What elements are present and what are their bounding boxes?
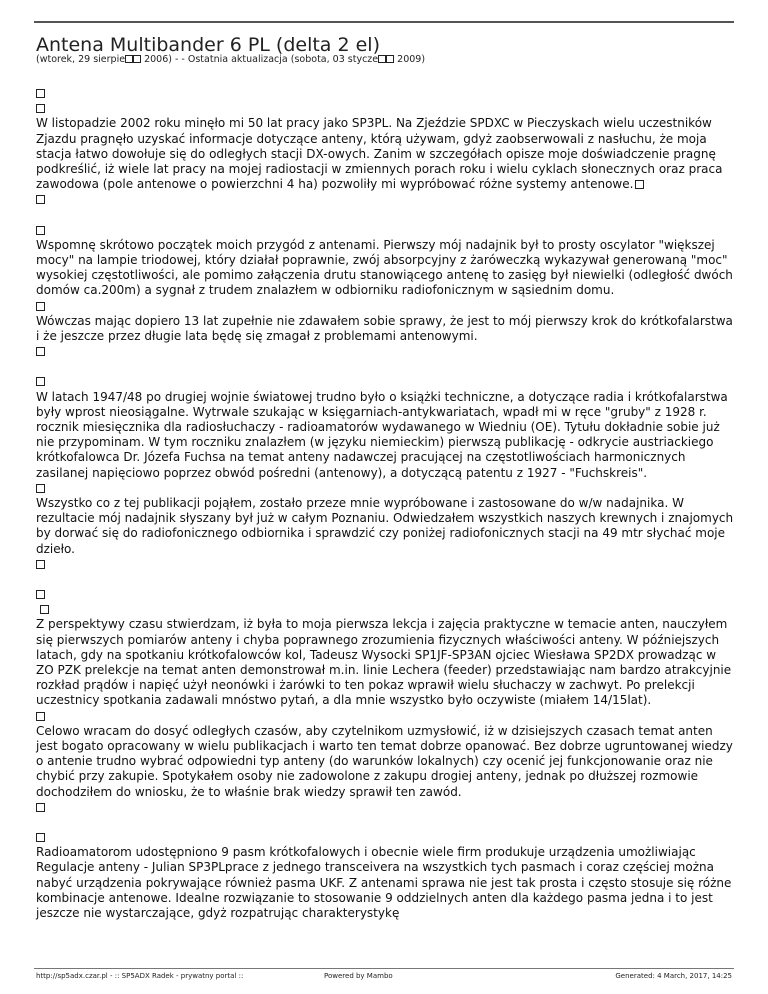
missing-glyph-icon bbox=[36, 481, 736, 496]
paragraph bbox=[36, 116, 736, 192]
missing-glyph-icon bbox=[36, 192, 736, 207]
paragraph: Wspomnę skrótowo początek moich przygód z antenami. Pierwszy mój nadajnik był to prosty oscylator "większej mocy" na lampie triodowej, który działał poprawnie, zwój absorpcyjny z żaróweczką wykazywał generowaną "moc" wysokiej częstotliwości, ale pomimo załączenia drutu stanowiącego antenę to zasięg był niewielki (odległość dwóch domów ca.200m) a sygnał z trudem znalazłem w odbiorniku radiofonicznym w sąsiednim domu. bbox=[36, 237, 733, 298]
missing-glyph-icon bbox=[36, 223, 736, 238]
paragraph: Wszystko co z tej publikacji pojąłem, zostało przeze mnie wypróbowane i zastosowane do w/w nadajnika. W rezultacie mój nadajnik słyszany był już w całym Poznaniu. Odwiedzałem wszystkich naszych krewnych i znajomych by dorwać się do radiofonicznego odbiornika i sprawdzić czy poniżej radiofonicznych stacji na 49 mtr słychać moje dzieło. bbox=[36, 495, 734, 556]
missing-glyph-icon bbox=[36, 602, 736, 617]
missing-glyph-icon bbox=[36, 101, 736, 116]
page-footer bbox=[34, 968, 734, 981]
footer-site-link[interactable]: http://sp5adx.czar.pl - :: SP5ADX Radek - prywatny portal :: bbox=[36, 972, 244, 980]
paragraph: Z perspektywy czasu stwierdzam, iż była to moja pierwsza lekcja i zajęcia praktyczne w temacie anten, nauczyłem się pierwszych pomiarów anteny i chyba poprawnego zrozumienia fizycznych właściwości anteny. W późniejszych latach, gdy na spotkaniu krótkofalowców kol, Tadeusz Wysocki SP1JF-SP3AN ojciec Wiesława SP2DX prowadząc w ZO PZK prelekcje na temat anten demonstrował m.in. linie Lechera (feeder) przedstawiając nam bardzo atrakcyjnie rozkład prądów i napięć użył neonówki i żarówki to ten pokaz wprawił wielu słuchaczy w zachwyt. Po prelekcji uczestnicy spotkania zadawali mnóstwo pytań, a dla mnie wszystko było oczywiste (miałem 14/15lat). bbox=[36, 617, 732, 708]
missing-glyph-icon bbox=[386, 55, 394, 63]
paragraph: Radioamatorom udostępniono 9 pasm krótkofalowych i obecnie wiele firm produkuje urządzenia umożliwiając Regulacje anteny - Julian SP3PLprace z jednego transceivera na wszystkich tych pasmach i coraz częściej można nabyć urządzenia pokrywające również pasma UKF. Z antenami sprawa nie jest tak prosta i często stosuje się różne kombinacje antenowe. Idealne rozwiązanie to stosowanie 9 oddzielnych anten dla każdego pasma jedna i to jest jeszcze nie wystarczające, gdyż rozpatrując charakterystykę bbox=[36, 845, 732, 920]
article-meta bbox=[36, 54, 425, 66]
missing-glyph-icon bbox=[36, 86, 736, 101]
article-body bbox=[36, 86, 736, 921]
article-title: Antena Multibander 6 PL (delta 2 el) bbox=[36, 34, 380, 56]
missing-glyph-icon bbox=[36, 344, 736, 359]
missing-glyph-icon bbox=[125, 55, 133, 63]
missing-glyph-icon bbox=[36, 587, 736, 602]
paragraph: Celowo wracam do dosyć odległych czasów, aby czytelnikom uzmysłowić, iż w dzisiejszych czasach temat anten jest bogato opracowany w wielu publikacjach i warto ten temat dobrze opanować. Bez dobrze ugruntowanej wiedzy o antenie trudno wybrać odpowiedni typ anteny (do warunków lokalnych) czy ocenić jej funkcjonowanie oraz nie chybić przy zakupie. Spotykałem osoby nie zadowolone z zakupu drogiej anteny, jednak po dłuższej rozmowie dochodziłem do wniosku, że to właśnie brak wiedzy sprawił ten zawód. bbox=[36, 723, 733, 799]
paragraph: Wówczas mając dopiero 13 lat zupełnie nie zdawałem sobie sprawy, że jest to mój pierwszy krok do krótkofalarstwa i że jeszcze przez długie lata będę się zmagał z problemami antenowymi. bbox=[36, 313, 733, 343]
missing-glyph-icon bbox=[36, 830, 736, 845]
missing-glyph-icon bbox=[36, 299, 736, 314]
header-rule bbox=[34, 21, 734, 23]
meta-end: 2009) bbox=[394, 54, 426, 65]
missing-glyph-icon bbox=[378, 55, 386, 63]
meta-created: (wtorek, 29 sierpie bbox=[36, 54, 126, 65]
meta-modified: 2006) - - Ostatnia aktualizacja (sobota, 03 stycze bbox=[141, 54, 379, 65]
missing-glyph-icon bbox=[635, 180, 644, 189]
missing-glyph-icon bbox=[36, 557, 736, 572]
footer-generated: Generated: 4 March, 2017, 14:25 bbox=[615, 972, 732, 980]
paragraph: W latach 1947/48 po drugiej wojnie światowej trudno było o książki techniczne, a dotyczące radia i krótkofalarstwa były wprost nieosiągalne. Wytrwale szukając w księgarniach-antykwariatach, wpadł mi w ręce "gruby" z 1928 r. rocznik miesięcznika dla radiosłuchaczy - radioamatorów wydawanego w Wiedniu (OE). Tytułu dokładnie sobie już nie przypominam. W tym roczniku znalazłem (w języku niemieckim) pierwszą publikację - odkrycie austriackiego krótkofalowca Dr. Józefa Fuchsa na temat anteny nadawczej pracującej na częstotliwościach harmonicznych zasilanej napięciowo poprzez obwód pośredni (antenowy), a dotyczącą patentu z 1927 - "Fuchskreis". bbox=[36, 389, 728, 480]
missing-glyph-icon bbox=[36, 709, 736, 724]
footer-powered-by: Powered by Mambo bbox=[324, 972, 393, 980]
missing-glyph-icon bbox=[133, 55, 141, 63]
missing-glyph-icon bbox=[36, 374, 736, 389]
missing-glyph-icon bbox=[36, 800, 736, 815]
paragraph-text: W listopadzie 2002 roku minęło mi 50 lat pracy jako SP3PL. Na Zjeździe SPDXC w Pieczyskach wielu uczestników Zjazdu pragnęło uzyskać informacje dotyczące anteny, którą używam, gdyż zaobserwowali z nasłuchu, że moja stacja łatwo dowołuje się do odległych stacji DX-owych. Zanim w szczegółach opisze moje doświadczenie pragnę podkreślić, iż wiele lat pracy na mojej radiostacji w zmiennych porach roku i wielu cyklach słonecznych oraz praca zawodowa (pole antenowe o powierzchni 4 ha) pozwoliły mi wypróbować różne systemy antenowe. bbox=[36, 116, 723, 192]
